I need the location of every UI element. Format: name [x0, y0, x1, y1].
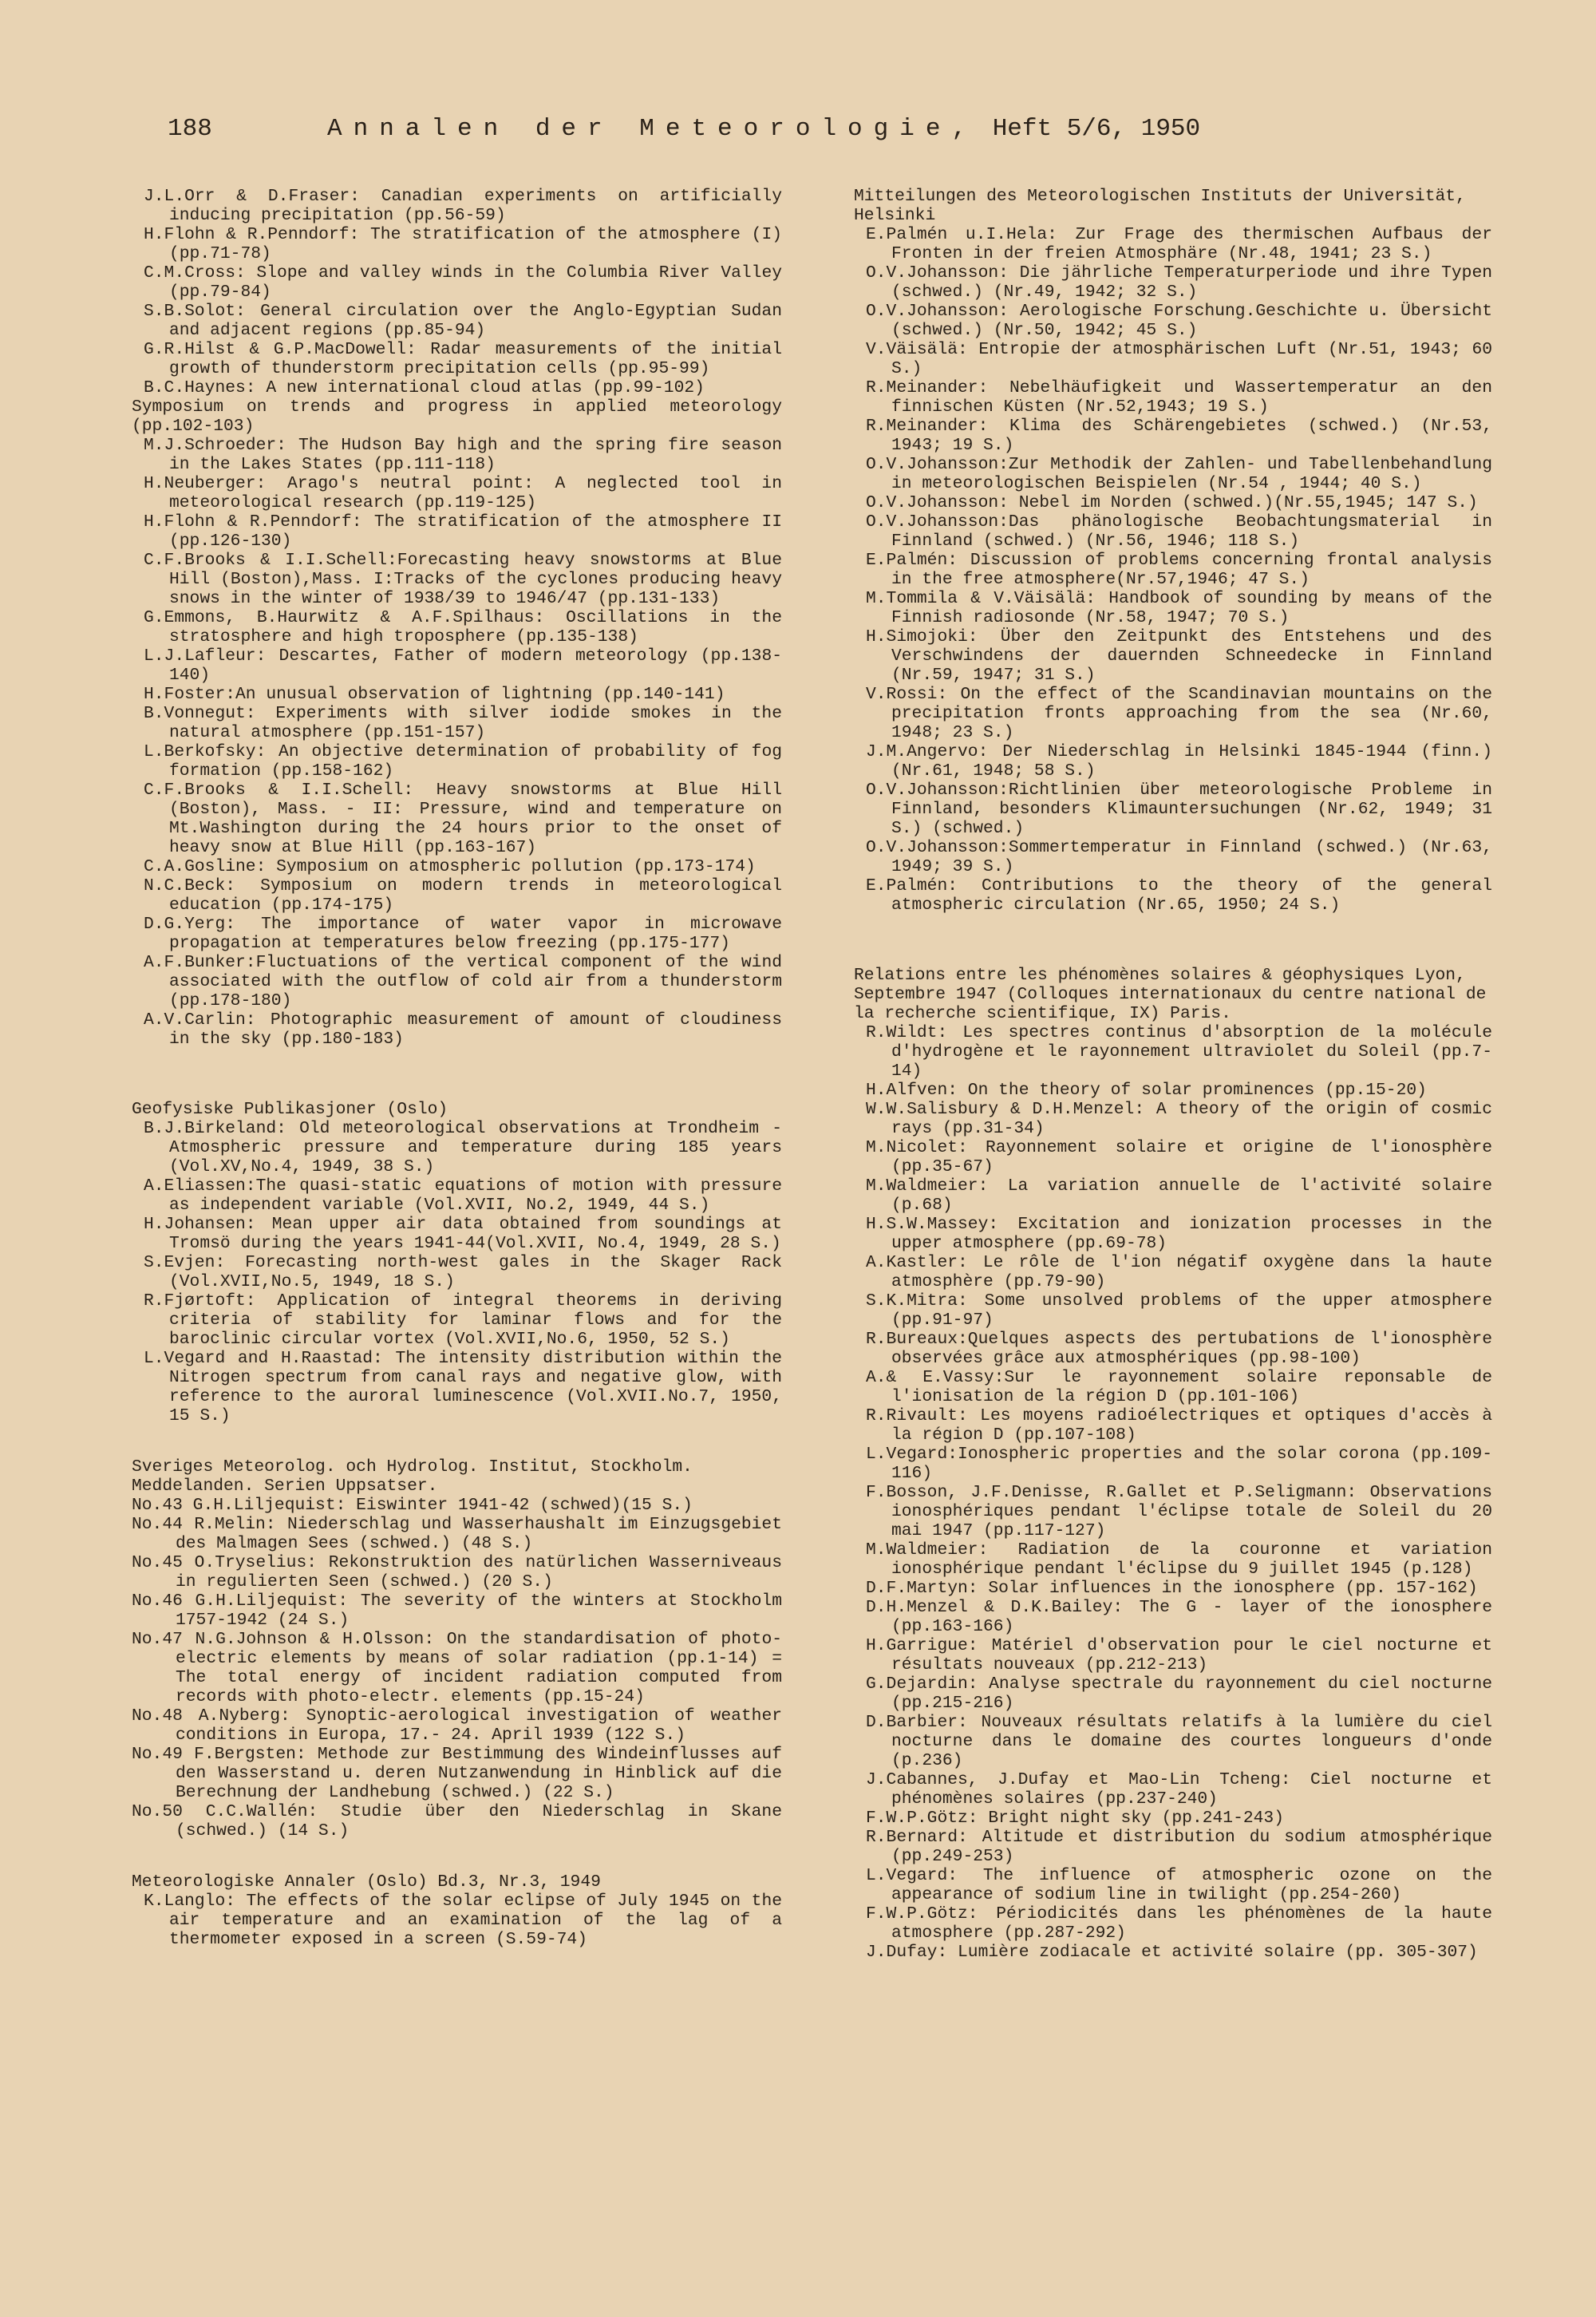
list-item: H.Alfven: On the theory of solar prominences (pp.15-20): [866, 1081, 1427, 1100]
list-item: O.V.Johansson:Sommertemperatur in Finnland (schwed.) (Nr.63, 1949; 39 S.): [866, 838, 1492, 876]
list-item: H.Simojoki: Über den Zeitpunkt des Entstehens und des Verschwindens der dauernden Schneedecke in Finnland (Nr.59, 1947; 31 S.): [866, 627, 1492, 685]
mitteilungen-section: [854, 187, 1492, 915]
annaler-section: [132, 1872, 782, 1949]
list-item: A.F.Bunker:Fluctuations of the vertical component of the wind associated with the outflow of cold air from a thunderstorm (pp.178-180): [144, 953, 782, 1010]
list-item: F.W.P.Götz: Bright night sky (pp.241-243): [866, 1809, 1284, 1828]
list-item: C.F.Brooks & I.I.Schell: Heavy snowstorms at Blue Hill (Boston), Mass. - II: Pressure, wind and temperature on Mt.Washington during the 24 hours prior to the onset of heavy snow at Blue Hill (pp.163-167): [144, 781, 782, 857]
list-item: V.Väisälä: Entropie der atmosphärischen Luft (Nr.51, 1943; 60 S.): [866, 340, 1492, 378]
list-item: No.50 C.C.Wallén: Studie über den Niederschlag in Skane (schwed.) (14 S.): [132, 1802, 782, 1841]
left-column: [132, 187, 782, 1949]
list-item: R.Fjørtoft: Application of integral theorems in deriving criteria of stability for laminar flows and for the baroclinic circular vortex (Vol.XVII,No.6, 1950, 52 S.): [144, 1291, 782, 1349]
continued-section: [132, 187, 782, 1049]
list-item: No.49 F.Bergsten: Methode zur Bestimmung des Windeinflusses auf den Wasserstand u. deren Nutzanwendung in Hinblick auf die Berechnung der Landhebung (schwed.) (22 S.): [132, 1745, 782, 1802]
list-item: E.Palmén u.I.Hela: Zur Frage des thermischen Aufbaus der Fronten in der freien Atmosphäre (Nr.48, 1941; 23 S.): [866, 225, 1492, 263]
list-item: R.Wildt: Les spectres continus d'absorption de la molécule d'hydrogène et le rayonnement ultraviolet du Soleil (pp.7-14): [866, 1023, 1492, 1081]
journal-title: Annalen der Meteorologie,: [327, 115, 978, 143]
list-item: E.Palmén: Contributions to the theory of the general atmospheric circulation (Nr.65, 1950; 24 S.): [866, 876, 1492, 915]
list-item: J.Cabannes, J.Dufay et Mao-Lin Tcheng: Ciel nocturne et phénomènes solaires (pp.237-240): [866, 1770, 1492, 1809]
list-item: S.Evjen: Forecasting north-west gales in the Skager Rack (Vol.XVII,No.5, 1949, 18 S.): [144, 1253, 782, 1291]
geofysiske-section: [132, 1100, 782, 1425]
list-item: S.B.Solot: General circulation over the Anglo-Egyptian Sudan and adjacent regions (pp.85-94): [144, 302, 782, 340]
list-item: R.Meinander: Klima des Schärengebietes (schwed.) (Nr.53, 1943; 19 S.): [866, 417, 1492, 455]
section-spacer: [132, 1425, 782, 1457]
list-item: N.C.Beck: Symposium on modern trends in meteorological education (pp.174-175): [144, 876, 782, 915]
list-item: O.V.Johansson: Aerologische Forschung.Geschichte u. Übersicht (schwed.) (Nr.50, 1942; 45 S.): [866, 302, 1492, 340]
list-item: H.S.W.Massey: Excitation and ionization processes in the upper atmosphere (pp.69-78): [866, 1215, 1492, 1253]
section-heading: Geofysiske Publikasjoner (Oslo): [132, 1100, 448, 1119]
list-item: No.43 G.H.Liljequist: Eiswinter 1941-42 (schwed)(15 S.): [132, 1496, 693, 1515]
list-item: No.45 O.Tryselius: Rekonstruktion des natürlichen Wasserniveaus in regulierten Seen (schwed.) (20 S.): [132, 1553, 782, 1591]
list-item: R.Rivault: Les moyens radioélectriques et optiques d'accès à la région D (pp.107-108): [866, 1406, 1492, 1445]
list-item: M.Tommila & V.Väisälä: Handbook of sounding by means of the Finnish radiosonde (Nr.58, 1947; 70 S.): [866, 589, 1492, 627]
section-spacer: [854, 915, 1492, 966]
right-column: [854, 187, 1492, 1962]
list-item: No.46 G.H.Liljequist: The severity of the winters at Stockholm 1757-1942 (24 S.): [132, 1591, 782, 1630]
list-item: O.V.Johansson: Die jährliche Temperaturperiode und ihre Typen (schwed.) (Nr.49, 1942; 32 S.): [866, 263, 1492, 302]
section-spacer: [132, 1049, 782, 1100]
list-item: L.Berkofsky: An objective determination of probability of fog formation (pp.158-162): [144, 742, 782, 781]
list-item: Symposium on trends and progress in applied meteorology (pp.102-103): [132, 397, 782, 436]
list-item: F.W.P.Götz: Périodicités dans les phénomènes de la haute atmosphere (pp.287-292): [866, 1904, 1492, 1943]
list-item: H.Foster:An unusual observation of lightning (pp.140-141): [144, 685, 725, 704]
list-item: A.& E.Vassy:Sur le rayonnement solaire reponsable de l'ionisation de la région D (pp.101-106): [866, 1368, 1492, 1406]
list-item: L.Vegard and H.Raastad: The intensity distribution within the Nitrogen spectrum from canal rays and negative glow, with reference to the auroral luminescence (Vol.XVII.No.7, 1950, 15 S.): [144, 1349, 782, 1425]
list-item: L.J.Lafleur: Descartes, Father of modern meteorology (pp.138-140): [144, 646, 782, 685]
list-item: B.J.Birkeland: Old meteorological observations at Trondheim - Atmospheric pressure and temperature during 185 years (Vol.XV,No.4, 1949, 38 S.): [144, 1119, 782, 1176]
list-item: C.A.Gosline: Symposium on atmospheric pollution (pp.173-174): [144, 857, 756, 876]
list-item: H.Garrigue: Matériel d'observation pour le ciel nocturne et résultats nouveaux (pp.212-213): [866, 1636, 1492, 1674]
list-item: M.Nicolet: Rayonnement solaire et origine de l'ionosphère (pp.35-67): [866, 1138, 1492, 1176]
list-item: S.K.Mitra: Some unsolved problems of the upper atmosphere (pp.91-97): [866, 1291, 1492, 1330]
list-item: No.47 N.G.Johnson & H.Olsson: On the standardisation of photo-electric elements by means of solar radiation (pp.1-14) = The total energy of incident radiation computed from records with photo-electr. elements (pp.15-24): [132, 1630, 782, 1706]
section-subheading: Meddelanden. Serien Uppsatser.: [132, 1477, 438, 1496]
page-header: [168, 112, 1524, 147]
list-item: A.Kastler: Le rôle de l'ion négatif oxygène dans la haute atmosphère (pp.79-90): [866, 1253, 1492, 1291]
section-spacer: [132, 1841, 782, 1872]
list-item: No.48 A.Nyberg: Synoptic-aerological investigation of weather conditions in Europa, 17.- 24. April 1939 (122 S.): [132, 1706, 782, 1745]
section-heading: Sveriges Meteorolog. och Hydrolog. Institut, Stockholm.: [132, 1457, 693, 1477]
list-item: E.Palmén: Discussion of problems concerning frontal analysis in the free atmosphere(Nr.57,1946; 47 S.): [866, 551, 1492, 589]
list-item: J.Dufay: Lumière zodiacale et activité solaire (pp. 305-307): [866, 1943, 1478, 1962]
list-item: O.V.Johansson:Richtlinien über meteorologische Probleme in Finnland, besonders Klimauntersuchungen (Nr.62, 1949; 31 S.) (schwed.): [866, 781, 1492, 838]
list-item: O.V.Johansson: Nebel im Norden (schwed.)(Nr.55,1945; 147 S.): [866, 493, 1478, 512]
list-item: O.V.Johansson:Das phänologische Beobachtungsmaterial in Finnland (schwed.) (Nr.56, 1946; 118 S.): [866, 512, 1492, 551]
list-item: J.M.Angervo: Der Niederschlag in Helsinki 1845-1944 (finn.) (Nr.61, 1948; 58 S.): [866, 742, 1492, 781]
list-item: H.Flohn & R.Penndorf: The stratification of the atmosphere II (pp.126-130): [144, 512, 782, 551]
list-item: G.R.Hilst & G.P.MacDowell: Radar measurements of the initial growth of thunderstorm precipitation cells (pp.95-99): [144, 340, 782, 378]
list-item: H.Flohn & R.Penndorf: The stratification of the atmosphere (I) (pp.71-78): [144, 225, 782, 263]
list-item: L.Vegard:Ionospheric properties and the solar corona (pp.109-116): [866, 1445, 1492, 1483]
sveriges-section: [132, 1457, 782, 1841]
section-heading: Meteorologiske Annaler (Oslo) Bd.3, Nr.3, 1949: [132, 1872, 601, 1892]
list-item: R.Bernard: Altitude et distribution du sodium atmosphérique (pp.249-253): [866, 1828, 1492, 1866]
list-item: V.Rossi: On the effect of the Scandinavian mountains on the precipitation fronts approaching from the sea (Nr.60, 1948; 23 S.): [866, 685, 1492, 742]
list-item: D.H.Menzel & D.K.Bailey: The G - layer of the ionosphere (pp.163-166): [866, 1598, 1492, 1636]
list-item: O.V.Johansson:Zur Methodik der Zahlen- und Tabellenbehandlung in meteorologischen Beispielen (Nr.54 , 1944; 40 S.): [866, 455, 1492, 493]
list-item: J.L.Orr & D.Fraser: Canadian experiments on artificially inducing precipitation (pp.56-59): [144, 187, 782, 225]
list-item: B.C.Haynes: A new international cloud atlas (pp.99-102): [144, 378, 705, 397]
list-item: M.Waldmeier: Radiation de la couronne et variation ionosphérique pendant l'éclipse du 9 juillet 1945 (p.128): [866, 1540, 1492, 1579]
section-heading: Mitteilungen des Meteorologischen Instituts der Universität, Helsinki: [854, 187, 1466, 225]
list-item: D.G.Yerg: The importance of water vapor in microwave propagation at temperatures below freezing (pp.175-177): [144, 915, 782, 953]
list-item: H.Johansen: Mean upper air data obtained from soundings at Tromsö during the years 1941-44(Vol.XVII, No.4, 1949, 28 S.): [144, 1215, 782, 1253]
list-item: M.J.Schroeder: The Hudson Bay high and the spring fire season in the Lakes States (pp.111-118): [144, 436, 782, 474]
list-item: F.Bosson, J.F.Denisse, R.Gallet et P.Seligmann: Observations ionosphériques pendant l'éclipse totale de Soleil du 20 mai 1947 (pp.117-127): [866, 1483, 1492, 1540]
list-item: L.Vegard: The influence of atmospheric ozone on the appearance of sodium line in twilight (pp.254-260): [866, 1866, 1492, 1904]
list-item: G.Emmons, B.Haurwitz & A.F.Spilhaus: Oscillations in the stratosphere and high troposphere (pp.135-138): [144, 608, 782, 646]
list-item: R.Meinander: Nebelhäufigkeit und Wassertemperatur an den finnischen Küsten (Nr.52,1943; 19 S.): [866, 378, 1492, 417]
list-item: C.F.Brooks & I.I.Schell:Forecasting heavy snowstorms at Blue Hill (Boston),Mass. I:Tracks of the cyclones producing heavy snows in the winter of 1938/39 to 1946/47 (pp.131-133): [144, 551, 782, 608]
list-item: A.V.Carlin: Photographic measurement of amount of cloudiness in the sky (pp.180-183): [144, 1010, 782, 1049]
list-item: W.W.Salisbury & D.H.Menzel: A theory of the origin of cosmic rays (pp.31-34): [866, 1100, 1492, 1138]
list-item: B.Vonnegut: Experiments with silver iodide smokes in the natural atmosphere (pp.151-157): [144, 704, 782, 742]
list-item: K.Langlo: The effects of the solar eclipse of July 1945 on the air temperature and an examination of the lag of a thermometer exposed in a screen (S.59-74): [144, 1892, 782, 1949]
page-number: 188: [168, 115, 212, 143]
list-item: H.Neuberger: Arago's neutral point: A neglected tool in meteorological research (pp.119-125): [144, 474, 782, 512]
list-item: G.Dejardin: Analyse spectrale du rayonnement du ciel nocturne (pp.215-216): [866, 1674, 1492, 1713]
list-item: C.M.Cross: Slope and valley winds in the Columbia River Valley (pp.79-84): [144, 263, 782, 302]
list-item: D.F.Martyn: Solar influences in the ionosphere (pp. 157-162): [866, 1579, 1478, 1598]
list-item: M.Waldmeier: La variation annuelle de l'activité solaire (p.68): [866, 1176, 1492, 1215]
issue-label: Heft 5/6, 1950: [992, 115, 1201, 143]
list-item: A.Eliassen:The quasi-static equations of motion with pressure as independent variable (Vol.XVII, No.2, 1949, 44 S.): [144, 1176, 782, 1215]
relations-section: [854, 966, 1492, 1962]
list-item: D.Barbier: Nouveaux résultats relatifs à la lumière du ciel nocturne dans le domaine des courtes longueurs d'onde (p.236): [866, 1713, 1492, 1770]
section-heading: Relations entre les phénomènes solaires & géophysiques Lyon, Septembre 1947 (Colloques internationaux du centre national de la recherche scientifique, IX) Paris.: [854, 966, 1487, 1023]
list-item: R.Bureaux:Quelques aspects des pertubations de l'ionosphère observées grâce aux atmosphériques (pp.98-100): [866, 1330, 1492, 1368]
list-item: No.44 R.Melin: Niederschlag und Wasserhaushalt im Einzugsgebiet des Malmagen Sees (schwed.) (48 S.): [132, 1515, 782, 1553]
